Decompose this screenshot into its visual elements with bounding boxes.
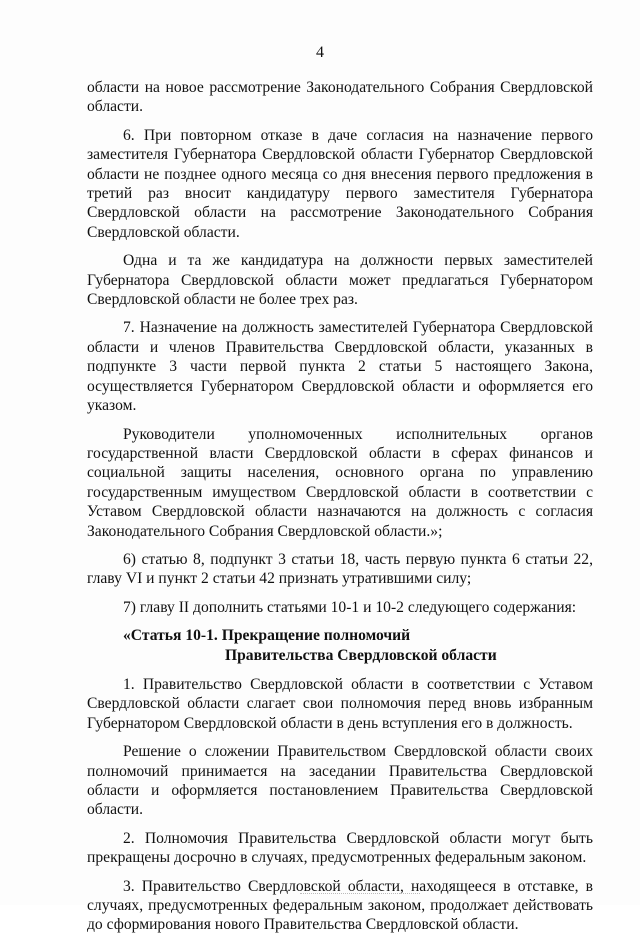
article-heading-line-1: «Статья 10-1. Прекращение полномочий: [123, 627, 411, 645]
paragraph-subitem-6: 6) статью 8, подпункт 3 статьи 18, часть первую пункта 6 статьи 22, главу VI и пункт 2 статьи 42 признать утратившими силу;: [87, 550, 593, 588]
paragraph-continuation: области на новое рассмотрение Законодательного Собрания Свердловской области.: [87, 79, 593, 116]
paragraph-subitem-7: 7) главу II дополнить статьями 10-1 и 10-2 следующего содержания:: [123, 598, 577, 616]
document-body: [87, 78, 593, 944]
paragraph-same-candidate: Одна и та же кандидатура на должности первых заместителей Губернатора Свердловской области может предлагаться Губернатором Свердловской области не более трех раз.: [87, 252, 593, 309]
article-heading: [87, 626, 593, 665]
article-heading-line-2: Правительства Свердловской области: [225, 646, 497, 664]
article-paragraph-2: 2. Полномочия Правительства Свердловской области могут быть прекращены досрочно в случаях, предусмотренных федеральным законом.: [87, 829, 593, 867]
scan-artifact: [300, 893, 420, 895]
paragraph-item-7: 7. Назначение на должность заместителей Губернатора Свердловской области и членов Правительства Свердловской области, указанных в подпункте 3 части первой пункта 2 статьи 5 настоящего Закона, осуществляется Губернатором Свердловской области и оформляется его указом.: [87, 319, 593, 415]
paragraph-item-6: 6. При повторном отказе в даче согласия на назначение первого заместителя Губернатора Свердловской области Губернатор Свердловской области не позднее одного месяца со дня внесения первого предложения в третий раз вносит кандидатуру первого заместителя Губернатора Свердловской области на рассмотрение Законодательного Собрания Свердловской области.: [87, 126, 593, 241]
paragraph-heads-appointment: Руководители уполномоченных исполнительных органов государственной власти Свердловской области в сферах финансов и социальной защиты населения, основного органа по управлению государственным имуществом Свердловской области в соответствии с Уставом Свердловской области назначаются на должность с согласия Законодательного Собрания Свердловской области.»;: [87, 425, 593, 540]
article-paragraph-decision: Решение о сложении Правительством Свердловской области своих полномочий принимается на заседании Правительства Свердловской области и оформляется постановлением Правительства Свердловской области.: [87, 743, 593, 819]
article-paragraph-1: 1. Правительство Свердловской области в соответствии с Уставом Свердловской области слагает свои полномочия перед вновь избранным Губернатором Свердловской области в день вступления его в должность.: [87, 675, 593, 732]
article-paragraph-3: 3. Правительство Свердловской области, находящееся в отставке, в случаях, предусмотренных федеральным законом, продолжает действовать до сформирования нового Правительства Свердловской области.: [87, 877, 593, 934]
page-number: 4: [316, 44, 324, 61]
